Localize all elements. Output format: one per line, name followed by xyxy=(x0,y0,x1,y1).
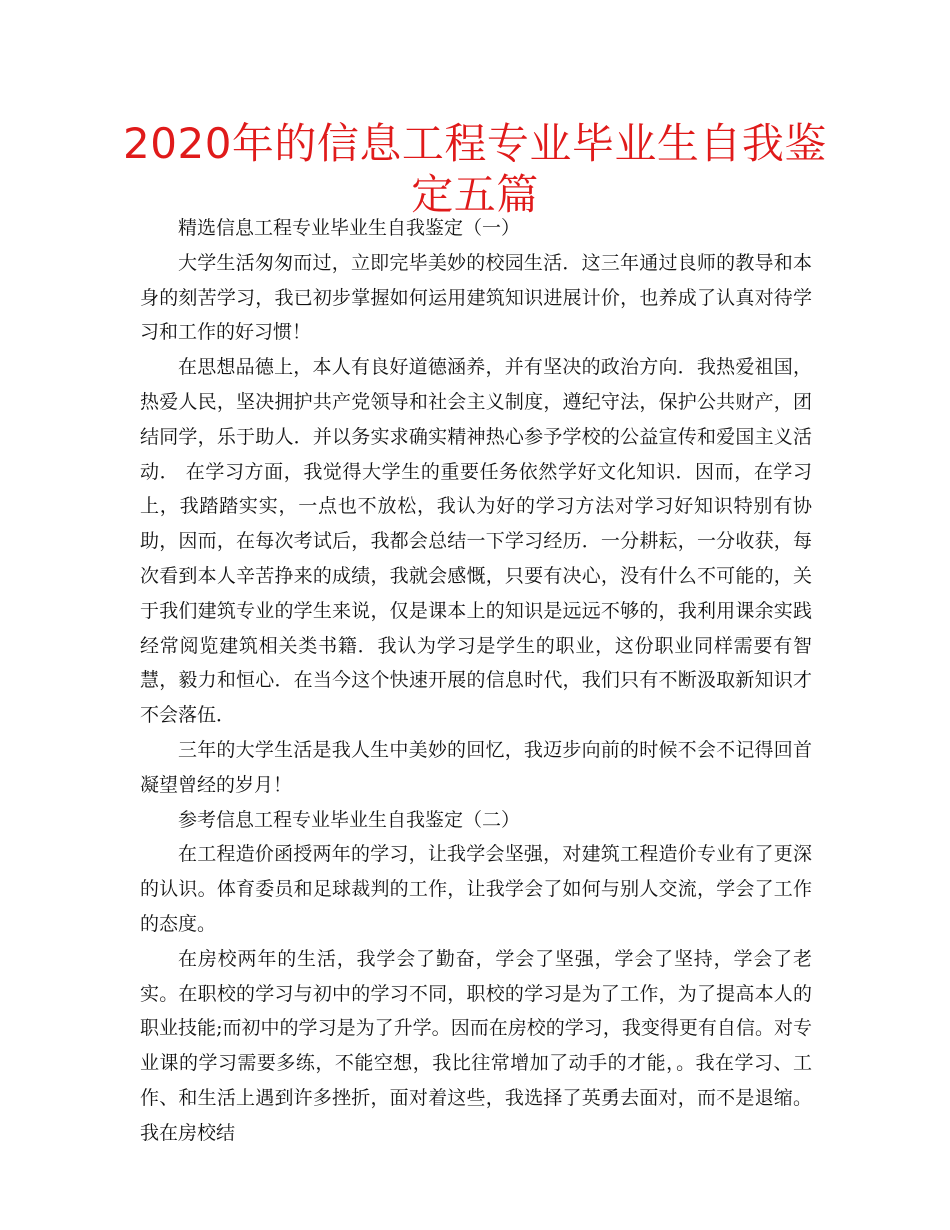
section-heading-2: 参考信息工程专业毕业生自我鉴定（二） xyxy=(178,808,521,831)
paragraph: 大学生活匆匆而过，立即完毕美妙的校园生活．这三年通过良师的教导和本身的刻苦学习，我已初步掌握如何运用建筑知识进展计价，也养成了认真对待学习和工作的好习惯！ xyxy=(140,251,812,344)
paragraph: 在思想品德上，本人有良好道德涵养，并有坚决的政治方向．我热爱祖国，热爱人民，坚决拥护共产党领导和社会主义制度，遵纪守法，保护公共财产，团结同学，乐于助人．并以务实求确实精神热心参予学校的公益宣传和爱国主义活动． 在学习方面，我觉得大学生的重要任务依然学好文化知识．因而，在学习上，我踏踏实实，一点也不放松，我认为好的学习方法对学习好知识特别有协助，因而，在每次考试后，我都会总结一下学习经历．一分耕耘，一分收获，每次看到本人辛苦挣来的成绩，我就会感慨，只要有决心，没有什么不可能的，关于我们建筑专业的学生来说，仅是课本上的知识是远远不够的，我利用课余实践经常阅览建筑相关类书籍．我认为学习是学生的职业，这份职业同样需要有智慧，毅力和恒心．在当今这个快速开展的信息时代，我们只有不断汲取新知识才不会落伍． xyxy=(140,356,812,727)
document-title: 2020年的信息工程专业毕业生自我鉴定五篇 xyxy=(123,119,827,219)
paragraph: 在工程造价函授两年的学习，让我学会坚强，对建筑工程造价专业有了更深的认识。体育委员和足球裁判的工作，让我学会了如何与别人交流，学会了工作的态度。 xyxy=(140,843,812,935)
section-heading-1: 精选信息工程专业毕业生自我鉴定（一） xyxy=(178,217,521,239)
paragraph: 三年的大学生活是我人生中美妙的回忆，我迈步向前的时候不会不记得回首凝望曾经的岁月！ xyxy=(140,738,812,796)
paragraph: 在房校两年的生活，我学会了勤奋，学会了坚强，学会了坚持，学会了老实。在职校的学习与初中的学习不同，职校的学习是为了工作，为了提高本人的职业技能;而初中的学习是为了升学。因而在房校的学习，我变得更有自信。对专业课的学习需要多练，不能空想，我比往常增加了动手的才能，。我在学习、工作、和生活上遇到许多挫折，面对着这些，我选择了英勇去面对，而不是退缩。我在房校结 xyxy=(140,947,812,1144)
document-body xyxy=(140,211,812,1151)
